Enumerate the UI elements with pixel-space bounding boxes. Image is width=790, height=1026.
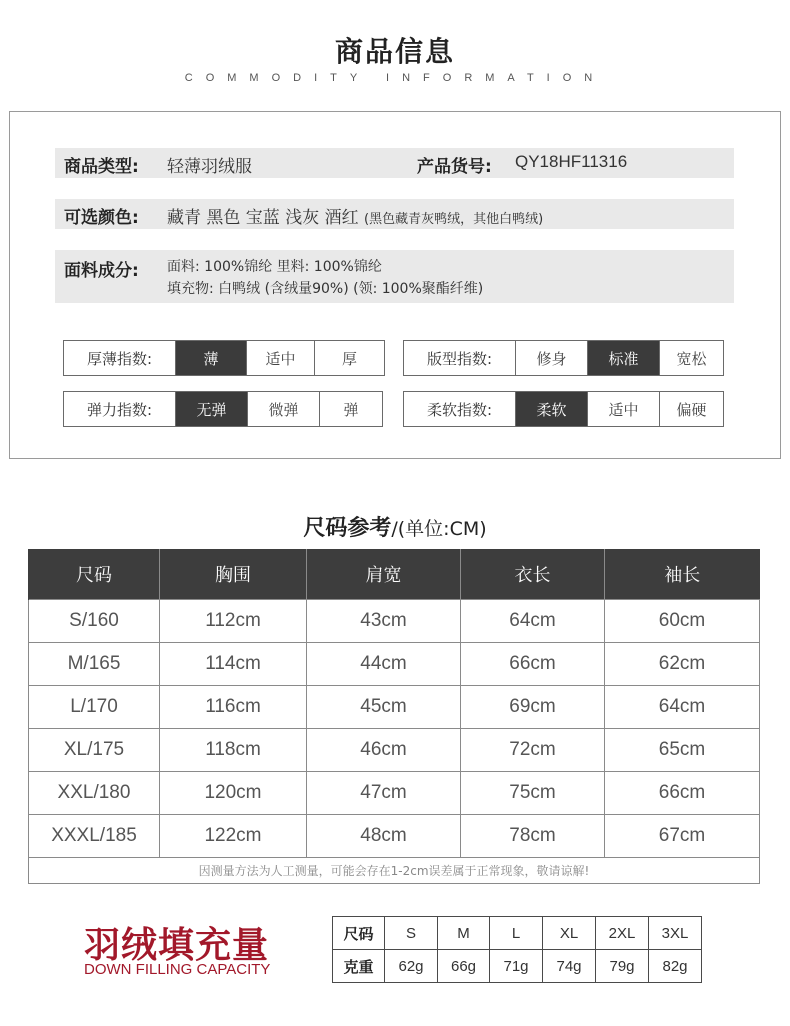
filling-subtitle: DOWN FILLING CAPACITY	[84, 961, 271, 978]
sleeve-cell: 64cm	[605, 685, 760, 728]
header-cell: 尺码	[29, 549, 160, 599]
sku-label: 产品货号:	[417, 157, 492, 177]
filling-weight-row	[333, 950, 702, 983]
length-cell: 75cm	[461, 771, 605, 814]
filling-size-label: 尺码	[333, 917, 385, 950]
filling-weight-cell: 82g	[649, 950, 702, 983]
shoulder-cell: 45cm	[307, 685, 461, 728]
sleeve-cell: 66cm	[605, 771, 760, 814]
color-list: 藏青 黑色 宝蓝 浅灰 酒红	[167, 208, 359, 228]
shoulder-cell: 48cm	[307, 814, 461, 857]
size-chart-title	[0, 511, 790, 542]
index-elasticity	[63, 391, 383, 427]
size-cell: XXXL/185	[29, 814, 160, 857]
chest-cell: 116cm	[160, 685, 307, 728]
size-cell: L/170	[29, 685, 160, 728]
sleeve-cell: 65cm	[605, 728, 760, 771]
measurement-note: 因测量方法为人工测量，可能会存在1-2cm误差属于正常现象，敬请谅解!	[29, 857, 760, 883]
shoulder-cell: 43cm	[307, 599, 461, 642]
header-cell: 衣长	[461, 549, 605, 599]
color-value	[167, 203, 543, 228]
page-subtitle: COMMODITY INFORMATION	[184, 72, 606, 84]
chest-cell: 118cm	[160, 728, 307, 771]
index-option: 厚	[314, 341, 384, 375]
color-note: (黑色藏青灰鸭绒，其他白鸭绒)	[364, 212, 544, 227]
index-softness	[403, 391, 724, 427]
index-thickness	[63, 340, 385, 376]
index-label: 版型指数:	[426, 349, 493, 368]
index-option: 修身	[515, 341, 587, 375]
index-option-selected: 薄	[175, 341, 246, 375]
info-row-type-sku	[55, 148, 734, 178]
type-value: 轻薄羽绒服	[167, 157, 252, 177]
sleeve-cell: 60cm	[605, 599, 760, 642]
type-label: 商品类型:	[64, 157, 139, 177]
header-cell: 胸围	[160, 549, 307, 599]
chest-cell: 122cm	[160, 814, 307, 857]
index-label: 厚薄指数:	[86, 349, 153, 368]
color-label: 可选颜色:	[64, 208, 139, 228]
sku-value: QY18HF11316	[515, 152, 628, 171]
shoulder-cell: 44cm	[307, 642, 461, 685]
filling-size-cell: M	[438, 917, 490, 950]
table-row	[29, 814, 760, 857]
index-option-selected: 柔软	[515, 392, 587, 426]
index-fit	[403, 340, 724, 376]
size-chart-heading: 尺码参考	[303, 516, 392, 541]
size-chart-header-row	[29, 549, 760, 599]
shoulder-cell: 47cm	[307, 771, 461, 814]
filling-weight-cell: 79g	[596, 950, 649, 983]
table-row	[29, 771, 760, 814]
filling-size-cell: 2XL	[596, 917, 649, 950]
size-chart-table	[28, 549, 760, 884]
size-cell: XXL/180	[29, 771, 160, 814]
filling-size-cell: S	[385, 917, 438, 950]
size-cell: XL/175	[29, 728, 160, 771]
length-cell: 66cm	[461, 642, 605, 685]
length-cell: 78cm	[461, 814, 605, 857]
header-cell: 袖长	[605, 549, 760, 599]
note-row	[29, 857, 760, 883]
filling-weight-label: 克重	[333, 950, 385, 983]
index-option: 弹	[319, 392, 382, 426]
table-row	[29, 642, 760, 685]
length-cell: 69cm	[461, 685, 605, 728]
index-label: 柔软指数:	[426, 400, 493, 419]
sleeve-cell: 67cm	[605, 814, 760, 857]
info-row-material	[55, 250, 734, 303]
size-chart-unit: /(单位:CM)	[391, 518, 487, 540]
index-option: 微弹	[247, 392, 319, 426]
size-cell: M/165	[29, 642, 160, 685]
chest-cell: 114cm	[160, 642, 307, 685]
info-row-colors	[55, 199, 734, 229]
index-option: 偏硬	[659, 392, 723, 426]
filling-weight-cell: 71g	[490, 950, 543, 983]
index-option: 宽松	[659, 341, 723, 375]
filling-title: 羽绒填充量	[84, 925, 270, 966]
filling-size-cell: XL	[543, 917, 596, 950]
index-option-selected: 标准	[587, 341, 659, 375]
filling-weight-cell: 62g	[385, 950, 438, 983]
index-option: 适中	[246, 341, 314, 375]
filling-weight-cell: 66g	[438, 950, 490, 983]
length-cell: 72cm	[461, 728, 605, 771]
index-option-selected: 无弹	[175, 392, 247, 426]
commodity-info-panel	[9, 111, 781, 459]
chest-cell: 112cm	[160, 599, 307, 642]
material-line-1: 面料: 100%锦纶 里料: 100%锦纶	[167, 259, 382, 275]
size-cell: S/160	[29, 599, 160, 642]
filling-size-cell: 3XL	[649, 917, 702, 950]
material-label: 面料成分:	[64, 261, 139, 281]
page-title: 商品信息	[334, 35, 455, 68]
table-row	[29, 728, 760, 771]
table-row	[29, 685, 760, 728]
header-cell: 肩宽	[307, 549, 461, 599]
shoulder-cell: 46cm	[307, 728, 461, 771]
filling-table	[332, 916, 702, 983]
filling-weight-cell: 74g	[543, 950, 596, 983]
chest-cell: 120cm	[160, 771, 307, 814]
index-option: 适中	[587, 392, 659, 426]
table-row	[29, 599, 760, 642]
sleeve-cell: 62cm	[605, 642, 760, 685]
filling-size-cell: L	[490, 917, 543, 950]
index-label: 弹力指数:	[86, 400, 153, 419]
length-cell: 64cm	[461, 599, 605, 642]
filling-size-row	[333, 917, 702, 950]
material-line-2: 填充物: 白鸭绒 (含绒量90%) (领: 100%聚酯纤维)	[167, 281, 484, 297]
